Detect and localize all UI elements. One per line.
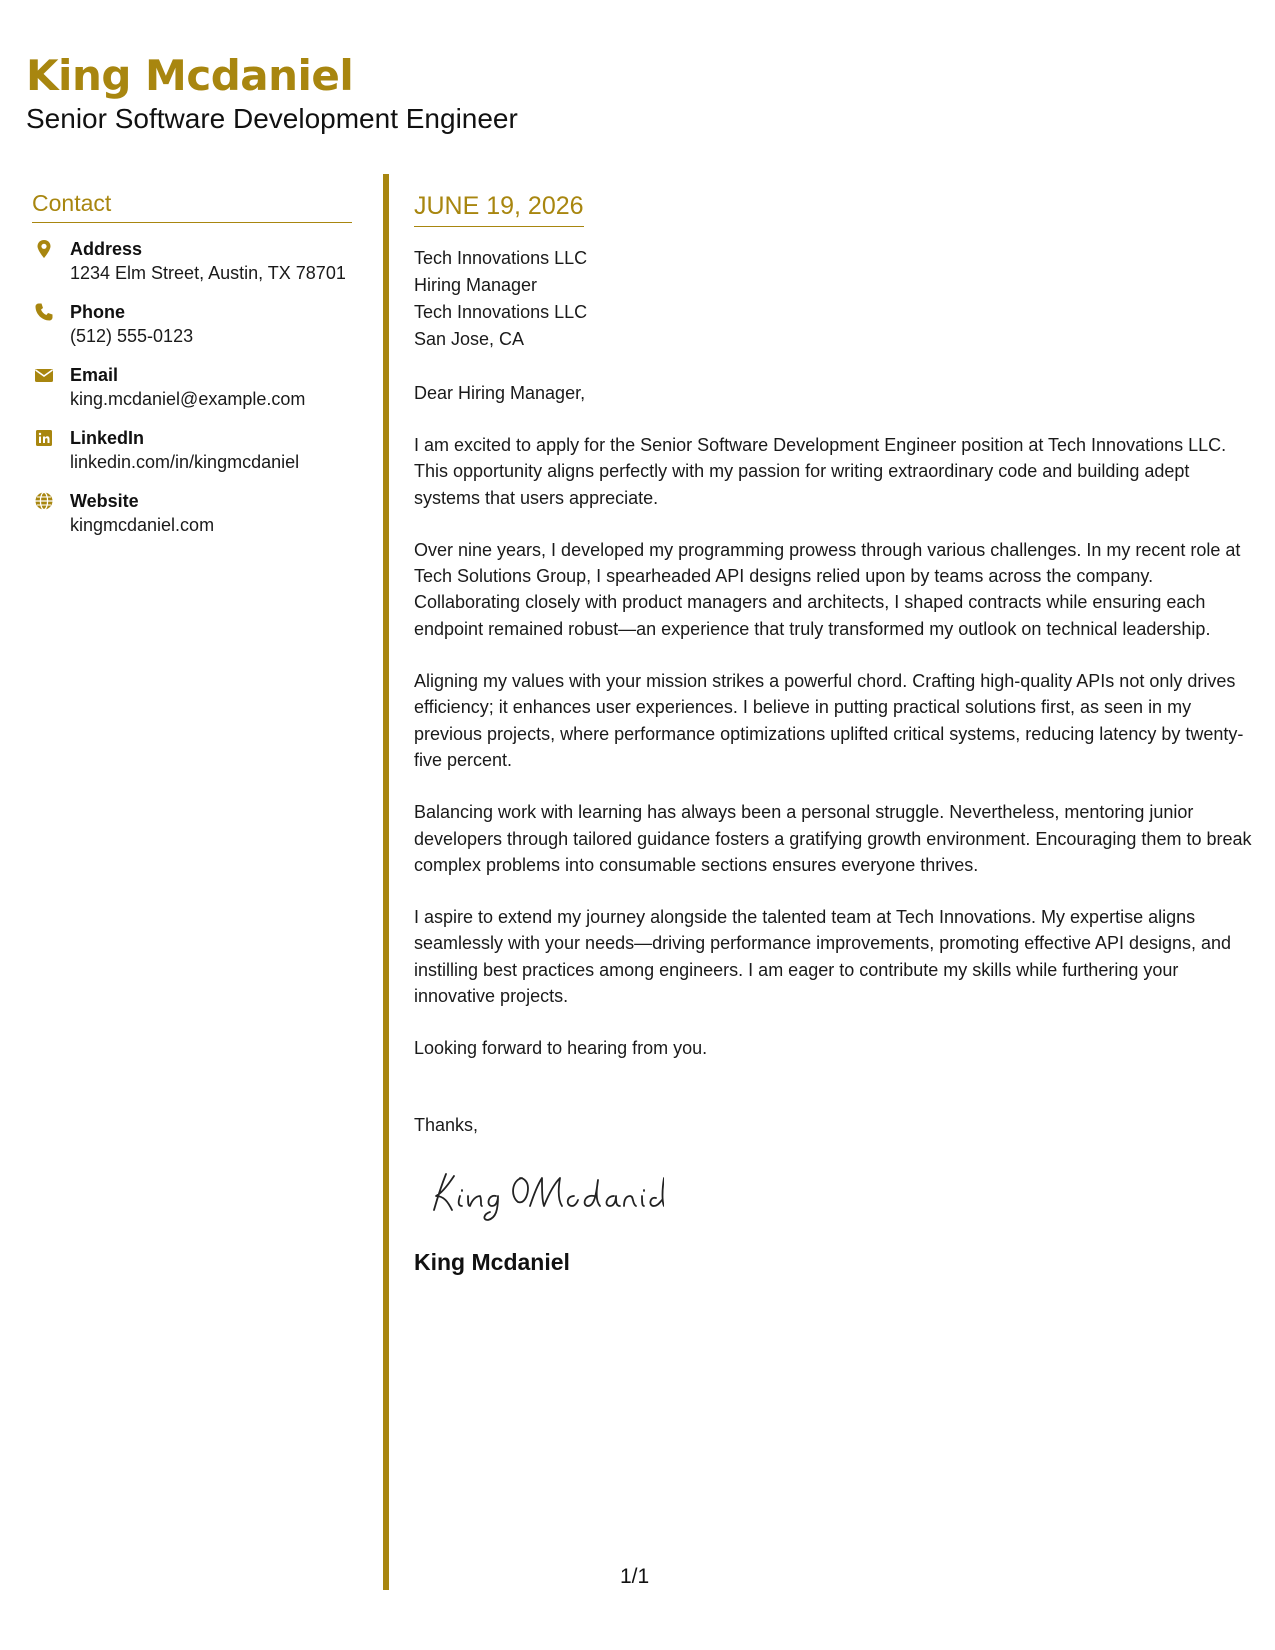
contact-value[interactable]: kingmcdaniel.com bbox=[70, 515, 215, 535]
contact-sidebar bbox=[32, 188, 352, 538]
phone-icon bbox=[34, 302, 54, 322]
vertical-divider bbox=[383, 174, 389, 1590]
map-pin-icon bbox=[34, 239, 54, 259]
recipient-line: Hiring Manager bbox=[414, 275, 538, 295]
contact-value: 1234 Elm Street, Austin, TX 78701 bbox=[70, 263, 346, 283]
contact-linkedin bbox=[32, 426, 352, 475]
applicant-role: Senior Software Development Engineer bbox=[26, 103, 518, 134]
body-paragraph: Looking forward to hearing from you. bbox=[414, 1038, 708, 1059]
salutation: Dear Hiring Manager, bbox=[414, 383, 586, 403]
contact-label: Website bbox=[70, 491, 139, 511]
contact-value: (512) 555-0123 bbox=[70, 326, 194, 346]
signed-name: King Mcdaniel bbox=[414, 1248, 570, 1275]
contact-email bbox=[32, 363, 352, 412]
linkedin-icon bbox=[34, 428, 54, 448]
handwritten-signature bbox=[424, 1166, 664, 1222]
recipient-block bbox=[414, 245, 1254, 353]
recipient-line: Tech Innovations LLC bbox=[414, 248, 588, 268]
contact-label: LinkedIn bbox=[70, 428, 145, 448]
header bbox=[26, 48, 518, 134]
contact-heading: Contact bbox=[32, 188, 352, 223]
body-paragraph: I aspire to extend my journey alongside the talented team at Tech Innovations. My expertise aligns seamlessly with your needs—driving performance improvements, promoting effective API designs, and instilling best practices among engineers. I am eager to contribute my skills while furthering your innovative projects. bbox=[414, 907, 1232, 1007]
body-paragraph: Aligning my values with your mission strikes a powerful chord. Crafting high-quality APIs not only drives efficiency; it enhances user experiences. I believe in putting practical solutions first, as seen in my previous projects, where performance optimizations uplifted critical systems, reducing latency by twenty-five percent. bbox=[414, 671, 1244, 770]
body-paragraph: Balancing work with learning has always been a personal struggle. Nevertheless, mentoring junior developers through tailored guidance fosters a gratifying growth environment. Encouraging them to break complex problems into consumable sections ensures everyone thrives. bbox=[414, 802, 1252, 875]
contact-label: Email bbox=[70, 365, 119, 385]
globe-icon bbox=[34, 491, 54, 511]
contact-address bbox=[32, 237, 352, 286]
contact-website bbox=[32, 489, 352, 538]
recipient-line: San Jose, CA bbox=[414, 329, 525, 349]
contact-label: Address bbox=[70, 239, 143, 259]
contact-value[interactable]: king.mcdaniel@example.com bbox=[70, 389, 306, 409]
letter-body bbox=[414, 190, 1254, 1277]
contact-value[interactable]: linkedin.com/in/kingmcdaniel bbox=[70, 452, 300, 472]
body-paragraph: Over nine years, I developed my programming prowess through various challenges. In my recent role at Tech Solutions Group, I spearheaded API designs relied upon by teams across the company. Collaborating closely with product managers and architects, I shaped contracts while ensuring each endpoint remained robust—an experience that truly transformed my outlook on technical leadership. bbox=[414, 539, 1241, 639]
recipient-line: Tech Innovations LLC bbox=[414, 302, 588, 322]
body-paragraph: I am excited to apply for the Senior Software Development Engineer position at Tech Innovations LLC. This opportunity aligns perfectly with my passion for writing extraordinary code and building adept systems that users appreciate. bbox=[414, 435, 1227, 508]
envelope-icon bbox=[34, 365, 54, 385]
contact-label: Phone bbox=[70, 302, 126, 322]
page-number: 1/1 bbox=[620, 1565, 650, 1588]
letter-date: JUNE 19, 2026 bbox=[414, 190, 584, 227]
contact-phone bbox=[32, 300, 352, 349]
applicant-name: King Mcdaniel bbox=[26, 51, 354, 100]
closing: Thanks, bbox=[414, 1114, 479, 1135]
